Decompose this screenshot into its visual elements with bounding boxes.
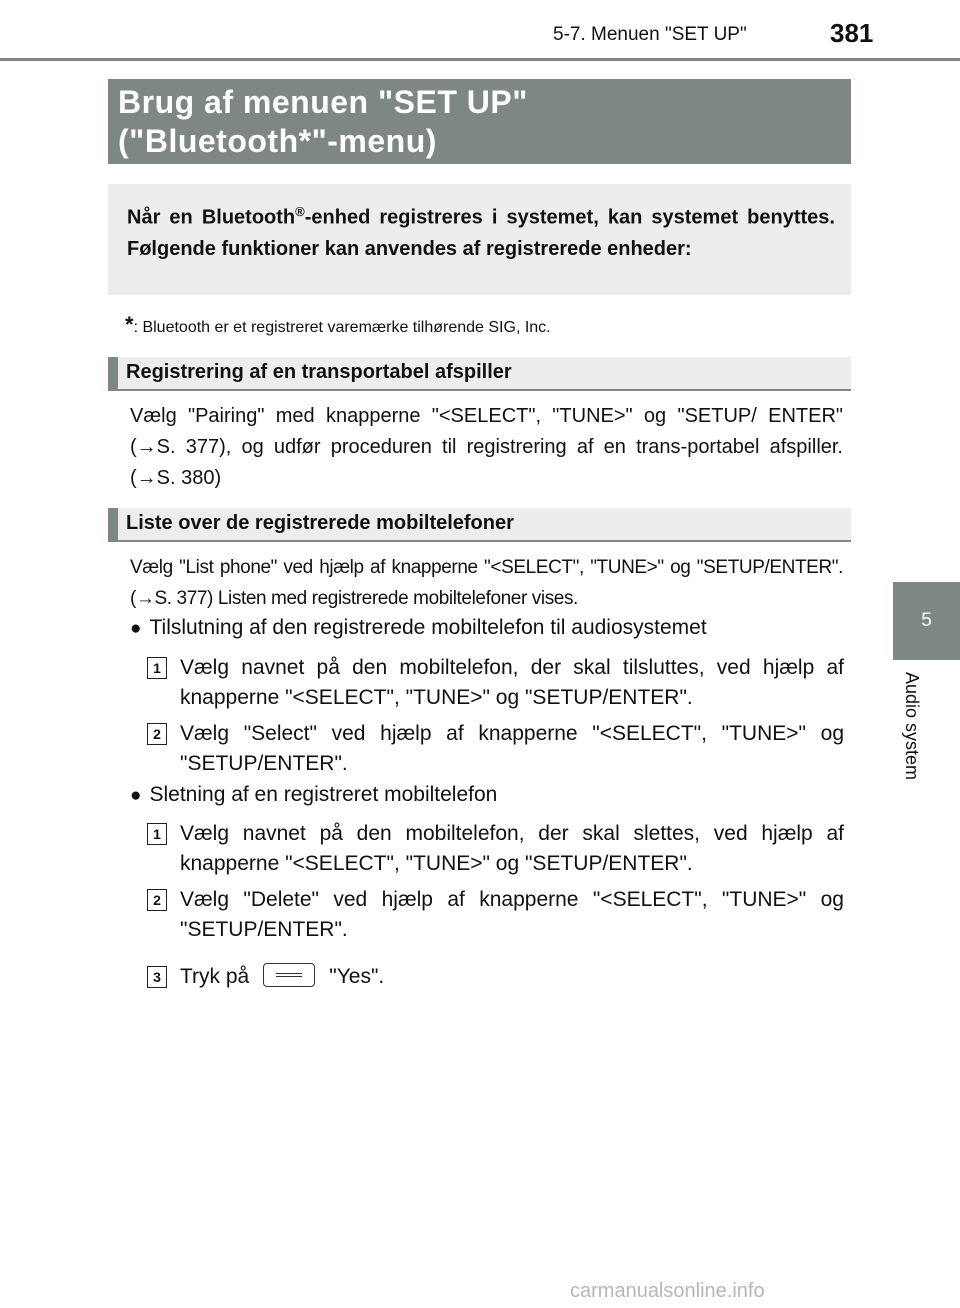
step-text: Vælg navnet på den mobiltelefon, der skal tilsluttes, ved hjælp af knapperne "<SELECT", "TUNE>" og "SETUP/ENTER". — [180, 656, 844, 709]
section1-body: Vælg "Pairing" med knapperne "<SELECT", "TUNE>" og "SETUP/ ENTER" (→S. 377), og udfør proceduren til registrering af en trans-portabel afspiller. (→S. 380) — [130, 405, 843, 489]
chapter-label: Audio system — [902, 672, 922, 781]
step-number-icon: 2 — [147, 889, 167, 911]
page-title-line2: ("Bluetooth*"-menu) — [118, 123, 437, 159]
bullet-connect-text: Tilslutning af den registrerede mobiltelefon til audiosystemet — [149, 616, 707, 639]
footnote — [125, 312, 551, 338]
step-text-after: "Yes". — [329, 965, 385, 988]
registered-mark: ® — [295, 204, 305, 219]
return-button-icon — [263, 963, 315, 987]
bullet-icon: ● — [130, 618, 142, 639]
intro-part1: Når en Bluetooth — [127, 206, 296, 229]
section2-heading: Liste over de registrerede mobiltelefoner — [108, 508, 851, 542]
section1-heading: Registrering af en transportabel afspiller — [108, 357, 851, 391]
step-number-icon: 1 — [147, 657, 167, 679]
step-number-icon: 2 — [147, 723, 167, 745]
step-text-before: Tryk på — [180, 965, 250, 988]
step-number-icon: 1 — [147, 823, 167, 845]
watermark: carmanualsonline.info — [570, 1280, 765, 1302]
footnote-text: : Bluetooth er et registreret varemærke tilhørende SIG, Inc. — [133, 319, 551, 336]
step-text: Vælg navnet på den mobiltelefon, der skal slettes, ved hjælp af knapperne "<SELECT", "TUNE>" og "SETUP/ENTER". — [180, 822, 844, 875]
step-text — [180, 962, 844, 992]
intro-box — [108, 184, 851, 295]
bullet-connect — [130, 616, 707, 640]
page-title-line1: Brug af menuen "SET UP" — [118, 84, 528, 120]
chapter-number: 5 — [921, 610, 932, 631]
bullet-delete — [130, 783, 497, 807]
chapter-label-container — [898, 672, 924, 802]
page-number: 381 — [830, 18, 874, 48]
header-rule — [0, 58, 960, 61]
bullet-delete-text: Sletning af en registreret mobiltelefon — [149, 783, 498, 806]
step-text: Vælg "Delete" ved hjælp af knapperne "<SELECT", "TUNE>" og "SETUP/ENTER". — [180, 888, 844, 941]
section-header: 5-7. Menuen "SET UP" — [553, 24, 747, 45]
step-number-icon: 3 — [147, 966, 167, 988]
intro-part2: -enhed registreres i systemet, kan systemet benyttes. Følgende funktioner kan anvendes af registrerede enheder: — [127, 206, 835, 260]
step-text: Vælg "Select" ved hjælp af knapperne "<SELECT", "TUNE>" og "SETUP/ENTER". — [180, 722, 844, 775]
chapter-tab — [893, 582, 960, 660]
section2-body: Vælg "List phone" ved hjælp af knapperne "<SELECT", "TUNE>" og "SETUP/ENTER". (→S. 377) Listen med registrerede mobiltelefoner vises. — [130, 557, 843, 609]
bullet-icon: ● — [130, 785, 142, 806]
page-title — [108, 79, 851, 164]
footnote-marker: * — [125, 312, 134, 337]
